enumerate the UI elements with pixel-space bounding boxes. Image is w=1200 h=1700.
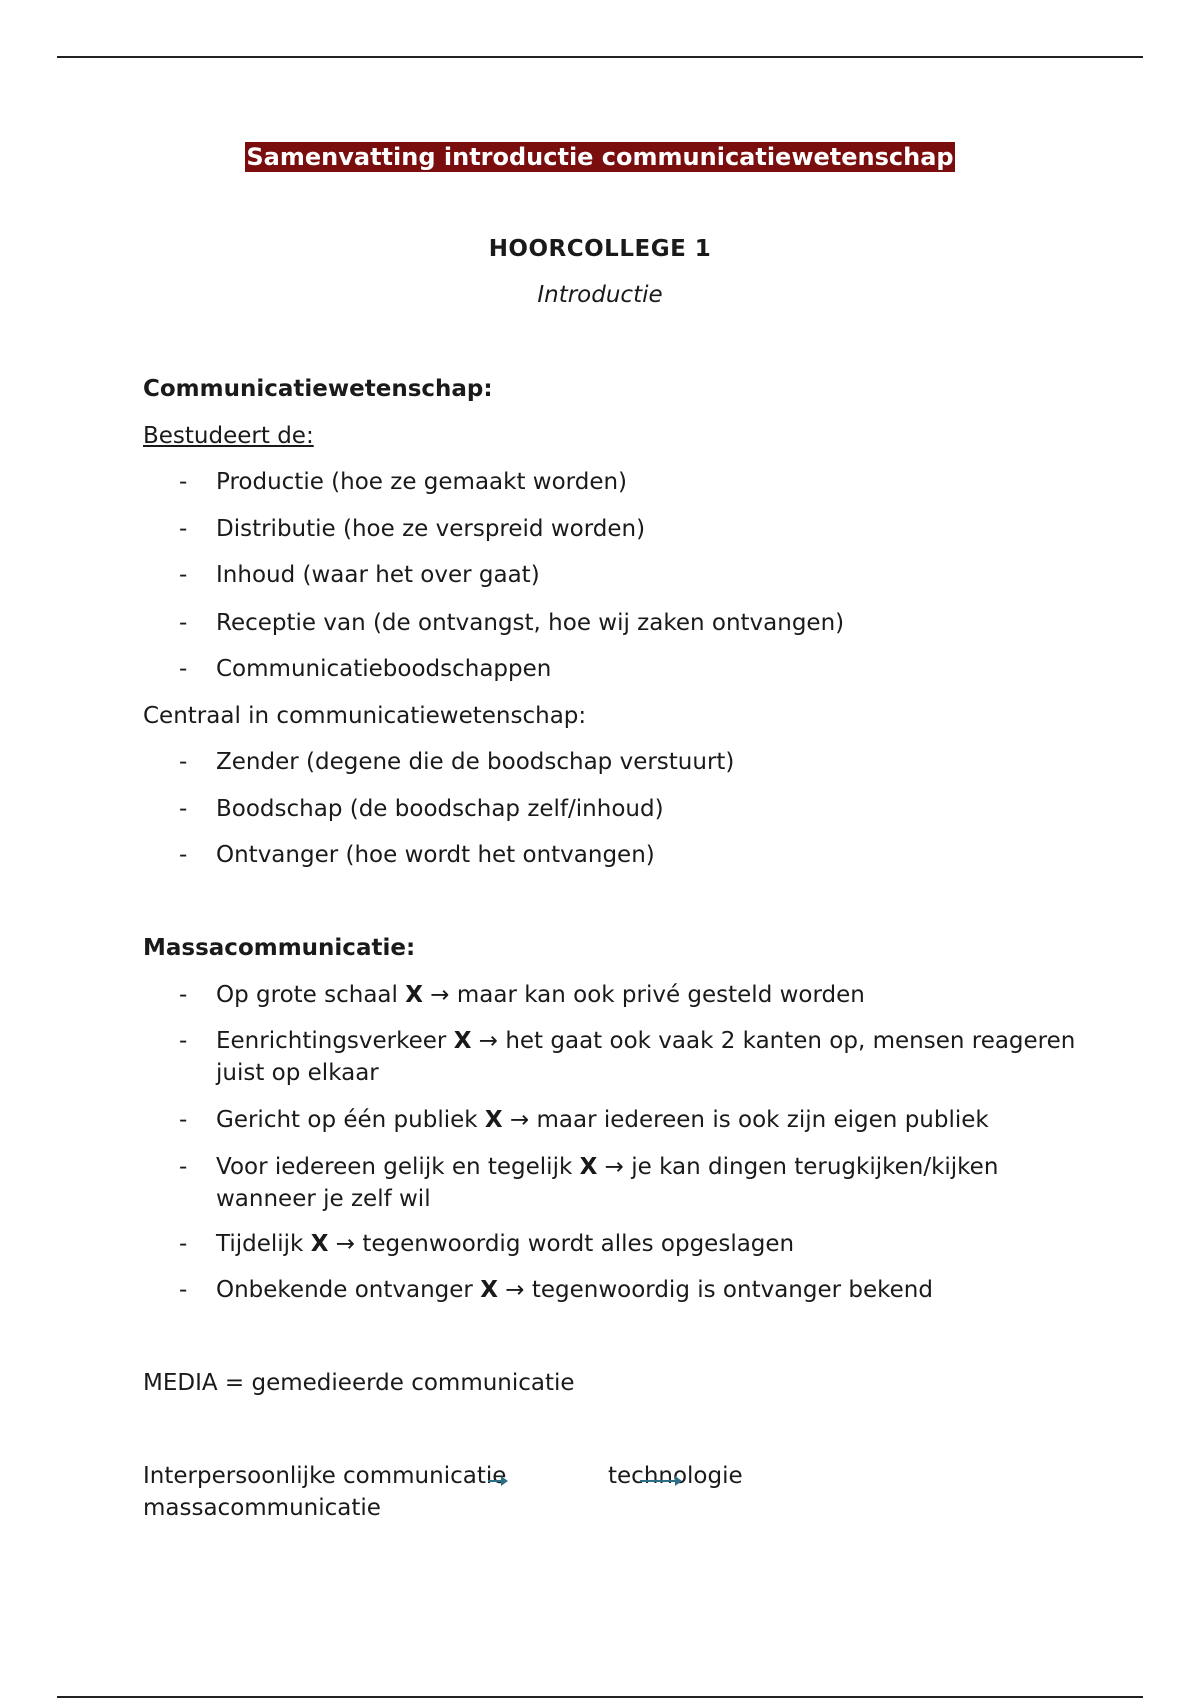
note-text: tegenwoordig wordt alles opgeslagen <box>362 1231 795 1257</box>
list-item-text <box>216 1228 1096 1260</box>
list-item-text: Distributie (hoe ze verspreid worden) <box>216 516 646 542</box>
arrow-right-icon <box>488 1480 502 1482</box>
cross-mark: X <box>310 1231 329 1257</box>
bullet-dash: - <box>179 1231 188 1257</box>
section-heading-communicatiewetenschap: Communicatiewetenschap: <box>143 376 493 402</box>
bullet-dash: - <box>179 796 188 822</box>
list-item-text: Zender (degene die de boodschap verstuurt) <box>216 749 735 775</box>
arrow-right-icon: → <box>335 1231 356 1257</box>
list-item-text: Inhoud (waar het over gaat) <box>216 562 540 588</box>
arrow-right-icon: → <box>505 1277 525 1303</box>
diagram-left-label: Interpersoonlijke communicatie <box>143 1463 507 1489</box>
bullet-dash: - <box>179 1154 188 1180</box>
studies-label: Bestudeert de: <box>143 423 314 449</box>
footer-rule <box>57 1696 1143 1698</box>
claim-text: Tijdelijk <box>216 1231 304 1257</box>
list-item-text <box>216 1025 1096 1089</box>
cross-mark: X <box>579 1154 598 1180</box>
note-text: je kan dingen terugkijken/kijken wanneer je zelf wil <box>216 1154 999 1212</box>
list-item-text <box>216 1274 1096 1306</box>
list-item-text: Productie (hoe ze gemaakt worden) <box>216 469 628 495</box>
note-text: het gaat ook vaak 2 kanten op, mensen reageren juist op elkaar <box>216 1028 1076 1086</box>
list-item-text: Boodschap (de boodschap zelf/inhoud) <box>216 796 664 822</box>
claim-text: Gericht op één publiek <box>216 1107 478 1133</box>
claim-text: Eenrichtingsverkeer <box>216 1028 447 1054</box>
bullet-dash: - <box>179 469 188 495</box>
document-title: Samenvatting introductie communicatiewetenschap <box>246 143 954 171</box>
bullet-dash: - <box>179 516 188 542</box>
list-item-text <box>216 979 1096 1011</box>
lecture-heading: HOORCOLLEGE 1 <box>488 236 712 262</box>
arrow-right-icon: → <box>478 1028 499 1054</box>
bullet-dash: - <box>179 842 188 868</box>
list-item-text <box>216 1104 1096 1136</box>
header-rule <box>57 56 1143 58</box>
diagram-middle-label: technologie <box>608 1463 743 1489</box>
list-item-text <box>216 1151 1096 1215</box>
claim-text: Voor iedereen gelijk en tegelijk <box>216 1154 573 1180</box>
section-heading-massacommunicatie: Massacommunicatie: <box>143 935 416 961</box>
note-text: maar iedereen is ook zijn eigen publiek <box>536 1107 989 1133</box>
central-label: Centraal in communicatiewetenschap: <box>143 703 587 729</box>
bullet-dash: - <box>179 749 188 775</box>
list-item-text: Ontvanger (hoe wordt het ontvangen) <box>216 842 655 868</box>
bullet-dash: - <box>179 562 188 588</box>
cross-mark: X <box>405 982 423 1008</box>
title-container <box>0 142 1200 172</box>
bullet-dash: - <box>179 656 188 682</box>
cross-mark: X <box>484 1107 503 1133</box>
note-text: maar kan ook privé gesteld worden <box>456 982 865 1008</box>
bullet-dash: - <box>179 1028 188 1054</box>
claim-text: Op grote schaal <box>216 982 398 1008</box>
cross-mark: X <box>453 1028 472 1054</box>
list-item-text: Receptie van (de ontvangst, hoe wij zaken ontvangen) <box>216 610 845 636</box>
media-definition: MEDIA = gemedieerde communicatie <box>143 1370 575 1396</box>
arrow-right-icon: → <box>430 982 450 1008</box>
diagram-bottom-label: massacommunicatie <box>143 1495 381 1521</box>
bullet-dash: - <box>179 1277 188 1303</box>
list-item-text: Communicatieboodschappen <box>216 656 552 682</box>
bullet-dash: - <box>179 610 188 636</box>
lecture-subtitle: Introductie <box>537 282 663 308</box>
arrow-right-icon: → <box>509 1107 530 1133</box>
bullet-dash: - <box>179 982 188 1008</box>
claim-text: Onbekende ontvanger <box>216 1277 473 1303</box>
cross-mark: X <box>480 1277 498 1303</box>
arrow-right-icon <box>640 1480 676 1482</box>
note-text: tegenwoordig is ontvanger bekend <box>531 1277 933 1303</box>
bullet-dash: - <box>179 1107 188 1133</box>
arrow-right-icon: → <box>604 1154 624 1180</box>
